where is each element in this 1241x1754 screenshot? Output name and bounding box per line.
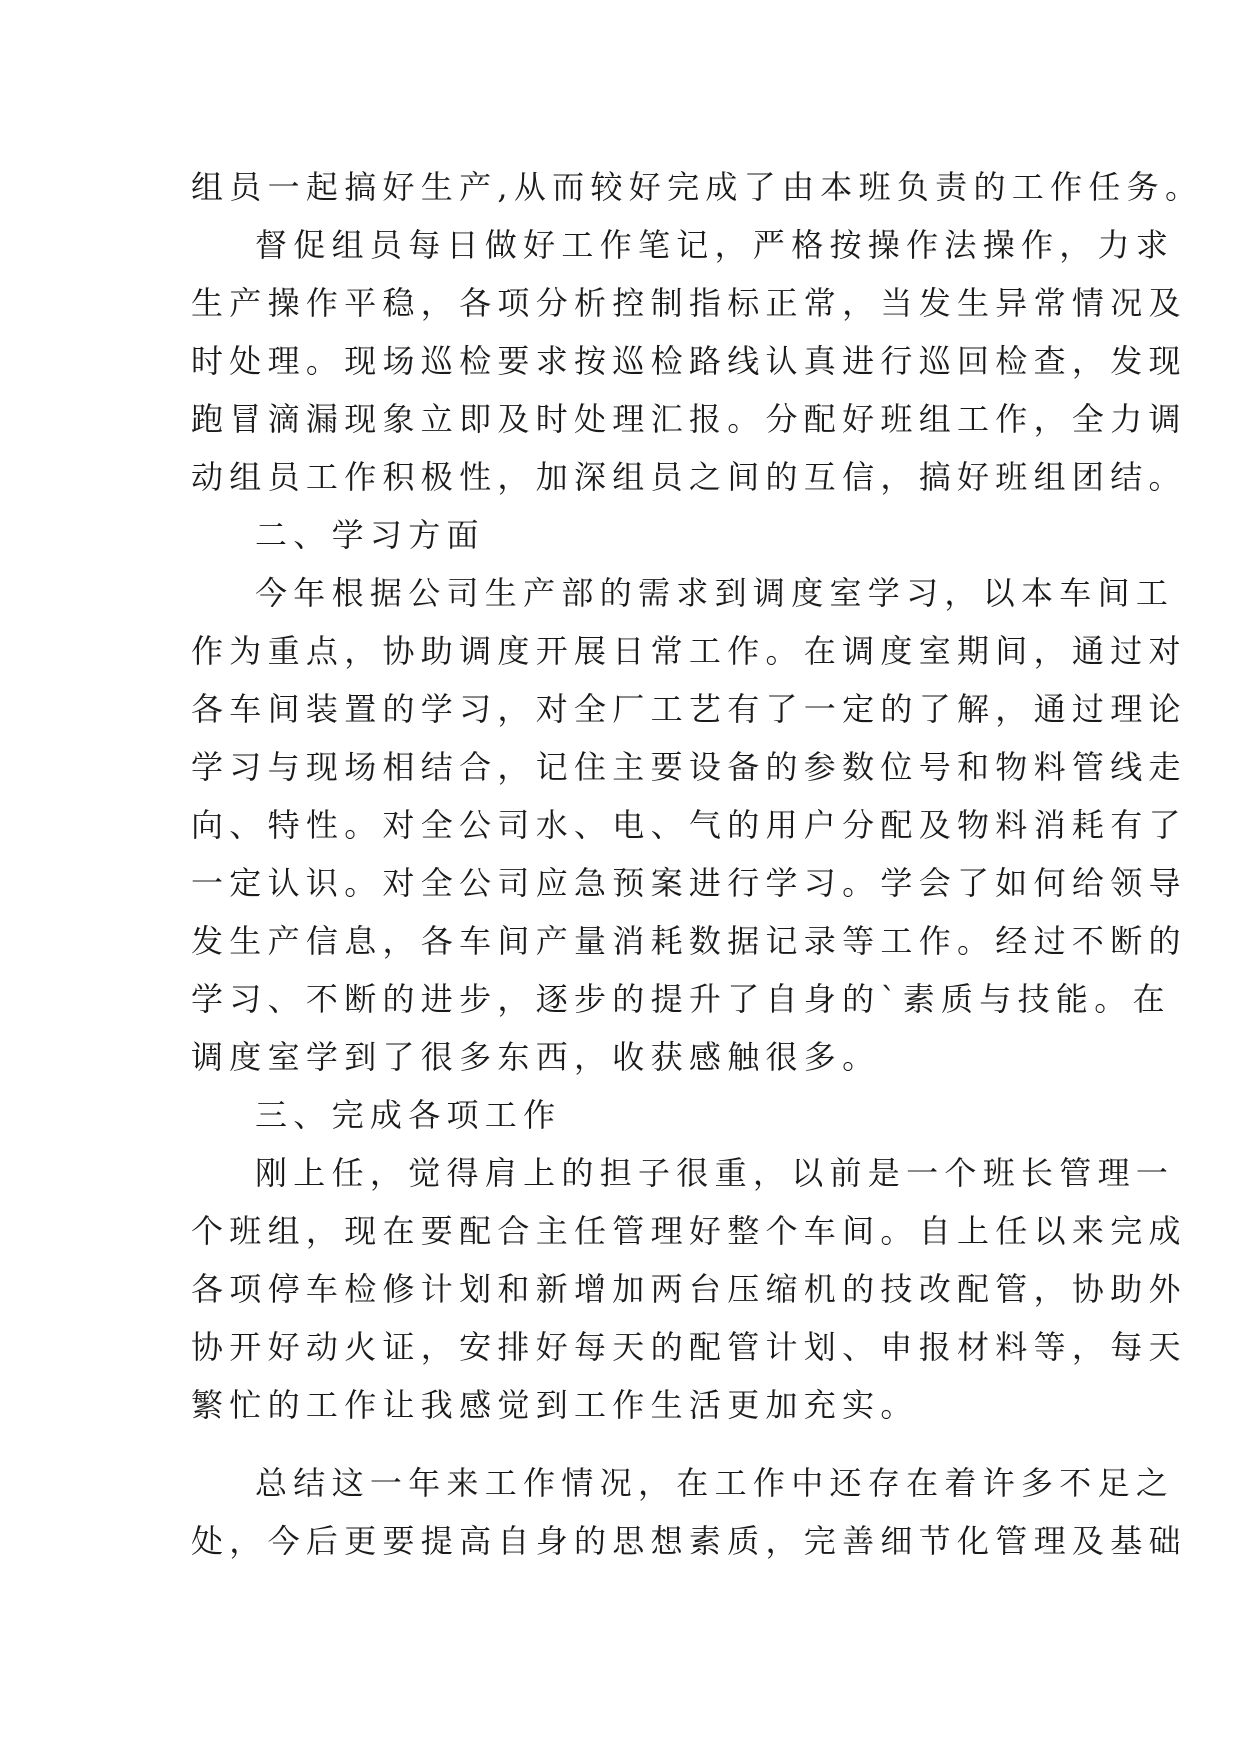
text-line: 各车间装置的学习，对全厂工艺有了一定的了解，通过理论 [191, 690, 1187, 728]
body-text [191, 158, 1204, 1570]
text-line: 作为重点，协助调度开展日常工作。在调度室期间，通过对 [191, 632, 1187, 670]
text-line: 生产操作平稳，各项分析控制指标正常，当发生异常情况及 [191, 284, 1187, 322]
text-line: 动组员工作积极性，加深组员之间的互信，搞好班组团结。 [191, 458, 1187, 496]
text-line: 学习与现场相结合，记住主要设备的参数位号和物料管线走 [191, 748, 1187, 786]
text-line: 一定认识。对全公司应急预案进行学习。学会了如何给领导 [191, 864, 1187, 902]
paragraph-first-line: 刚上任，觉得肩上的担子很重，以前是一个班长管理一 [255, 1154, 1175, 1192]
text-line: 协开好动火证，安排好每天的配管计划、申报材料等，每天 [191, 1328, 1187, 1366]
text-line: 学习、不断的进步，逐步的提升了自身的`素质与技能。在 [191, 980, 1171, 1018]
text-line: 处，今后更要提高自身的思想素质，完善细节化管理及基础 [191, 1522, 1187, 1560]
section-heading-study: 二、学习方面 [255, 516, 485, 554]
text-line: 发生产信息，各车间产量消耗数据记录等工作。经过不断的 [191, 922, 1187, 960]
text-line: 各项停车检修计划和新增加两台压缩机的技改配管，协助外 [191, 1270, 1187, 1308]
text-line: 组员一起搞好生产,从而较好完成了由本班负责的工作任务。 [191, 168, 1204, 206]
paragraph-first-line: 总结这一年来工作情况，在工作中还存在着许多不足之 [255, 1464, 1175, 1502]
text-line: 调度室学到了很多东西，收获感触很多。 [191, 1038, 881, 1076]
text-line: 跑冒滴漏现象立即及时处理汇报。分配好班组工作，全力调 [191, 400, 1187, 438]
paragraph-first-line: 督促组员每日做好工作笔记，严格按操作法操作，力求 [255, 226, 1175, 264]
text-line: 时处理。现场巡检要求按巡检路线认真进行巡回检查，发现 [191, 342, 1187, 380]
section-heading-tasks: 三、完成各项工作 [255, 1096, 562, 1134]
text-line: 向、特性。对全公司水、电、气的用户分配及物料消耗有了 [191, 806, 1187, 844]
text-line: 个班组，现在要配合主任管理好整个车间。自上任以来完成 [191, 1212, 1187, 1250]
paragraph-first-line: 今年根据公司生产部的需求到调度室学习，以本车间工 [255, 574, 1175, 612]
text-line: 繁忙的工作让我感觉到工作生活更加充实。 [191, 1386, 919, 1424]
